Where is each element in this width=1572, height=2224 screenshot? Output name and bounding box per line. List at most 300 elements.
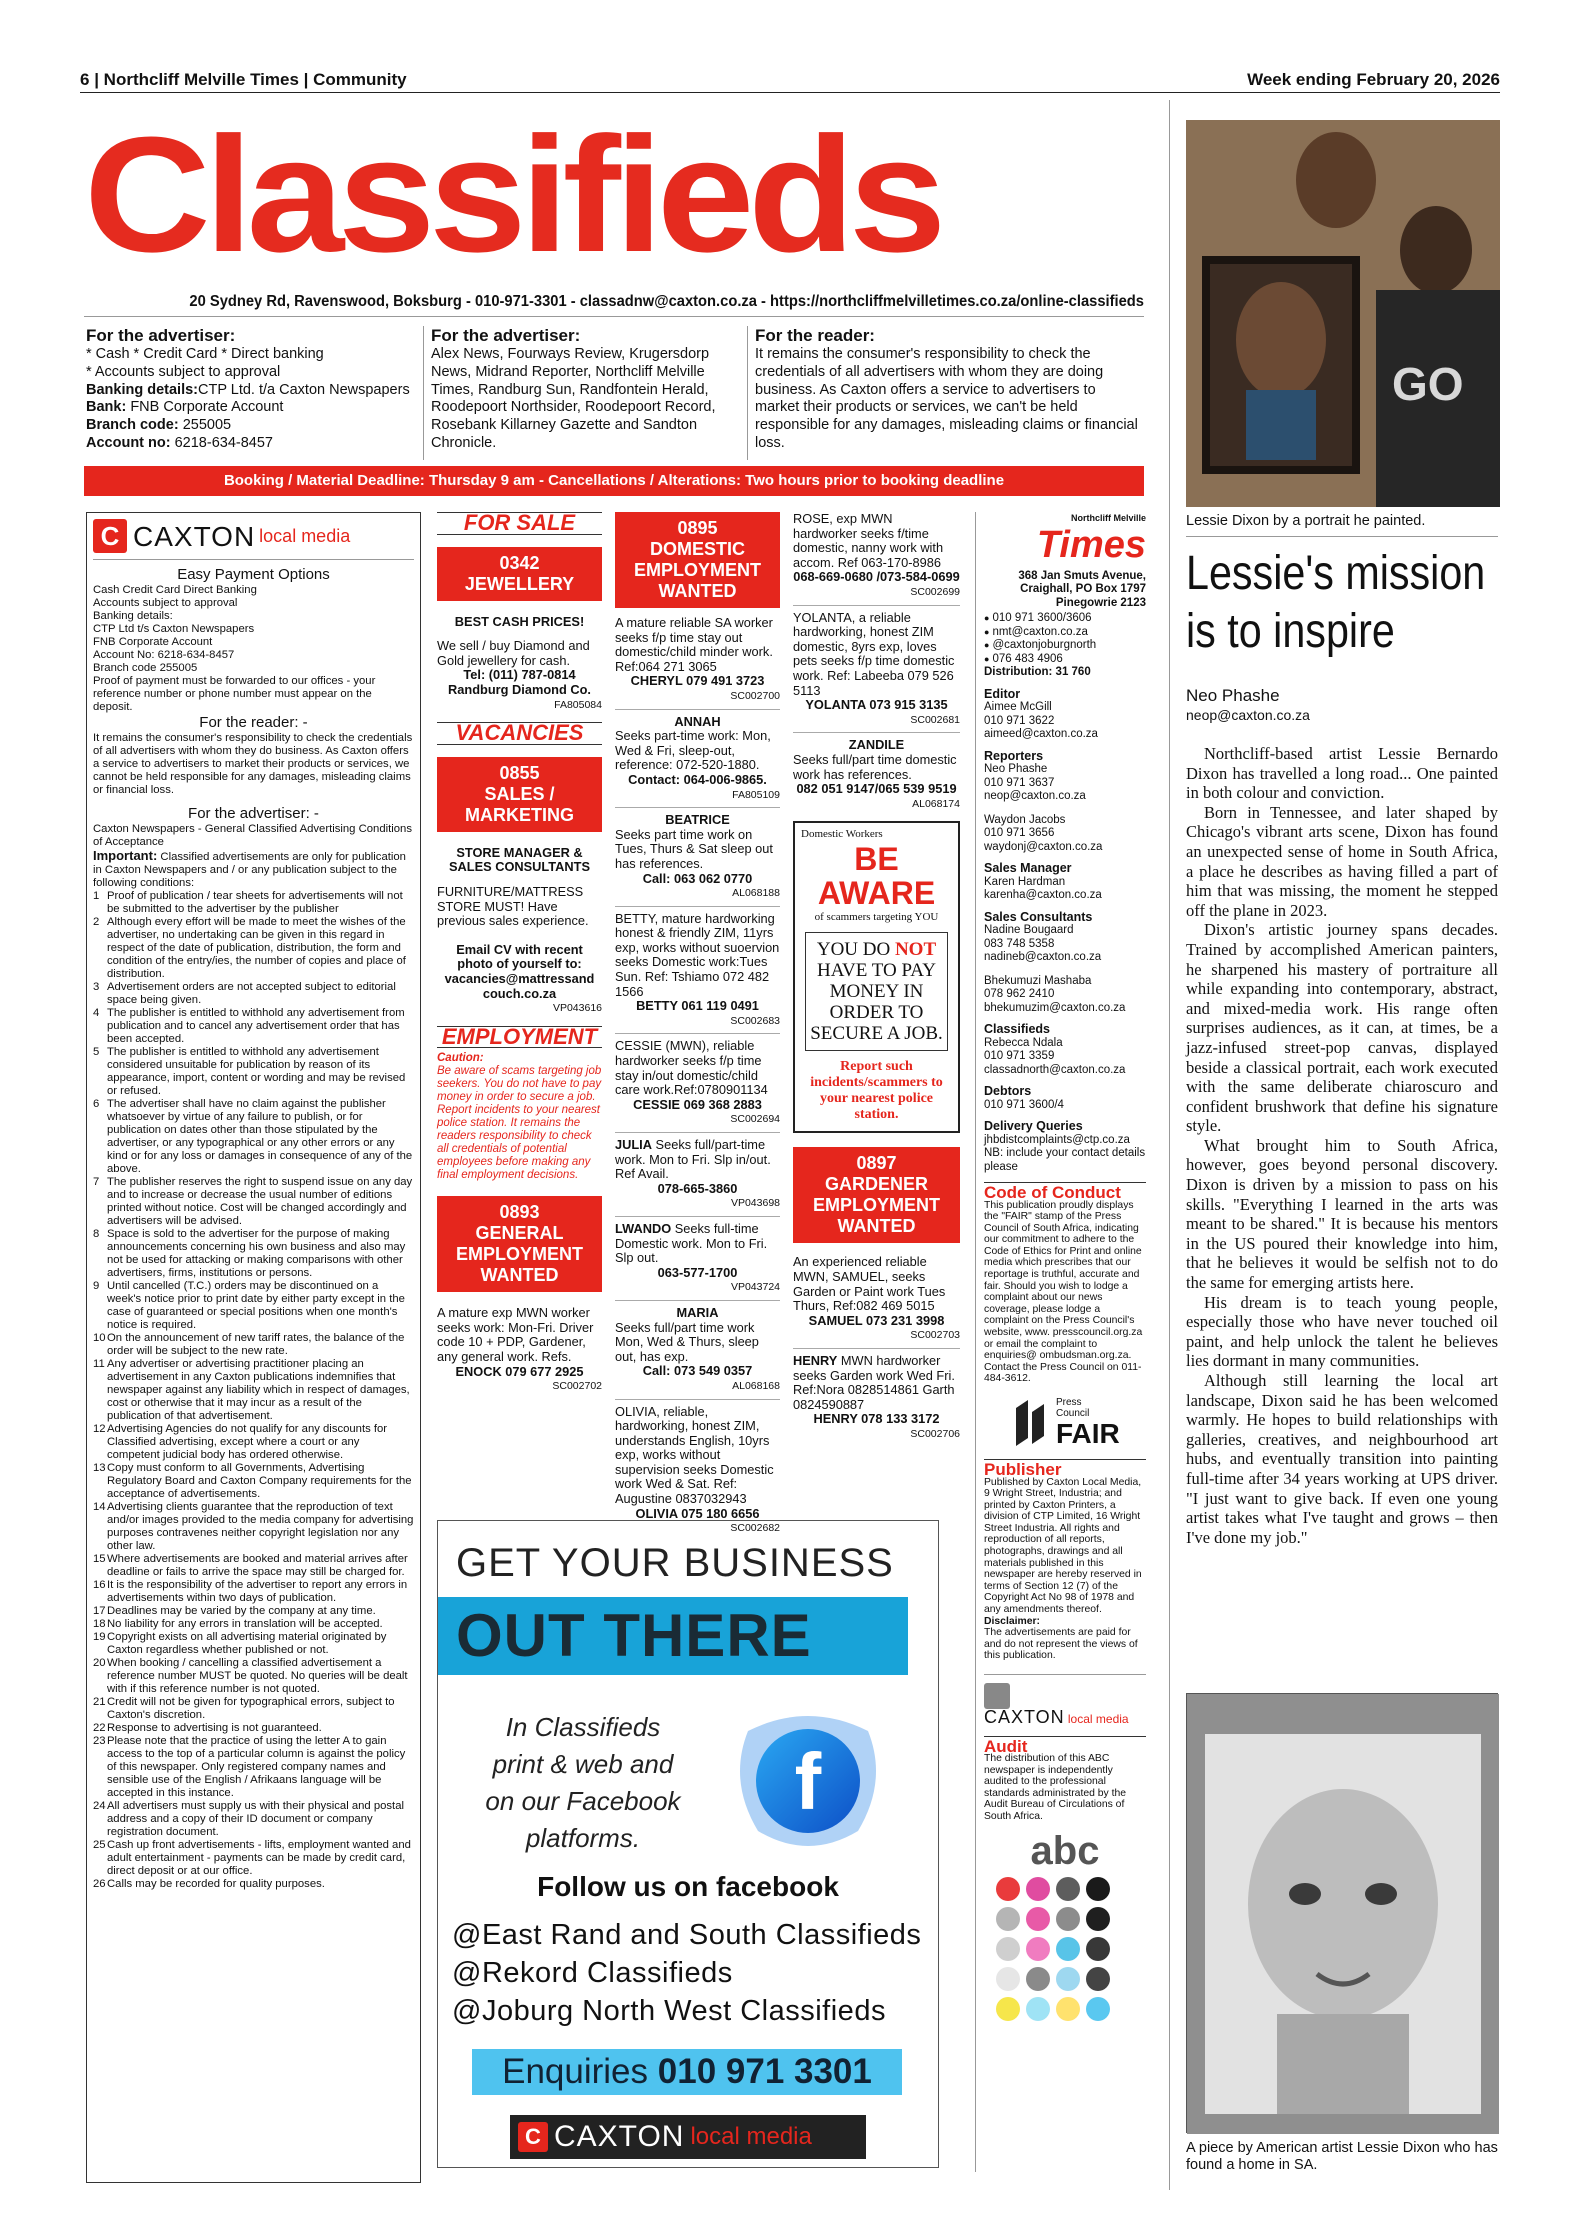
ad-text bbox=[615, 1405, 780, 1507]
article-paragraph: His dream is to teach young people, especially those who have never touched oil paint, and help unlock the talent he believes lies dormant in many communities. bbox=[1186, 1292, 1498, 1371]
caution-notice bbox=[437, 1052, 602, 1182]
ad-text bbox=[615, 1039, 780, 1097]
times-logo: Times bbox=[1036, 523, 1146, 566]
category-name: DOMESTIC EMPLOYMENT WANTED bbox=[633, 539, 761, 601]
contact-line bbox=[984, 639, 1146, 653]
terms-item-number: 21 bbox=[93, 1696, 106, 1708]
section-for-sale: FOR SALE bbox=[437, 512, 602, 535]
terms-item bbox=[93, 1696, 414, 1722]
ad-name: YOLANTA 073 915 3135 bbox=[805, 697, 948, 713]
biz-headline: GET YOUR BUSINESS bbox=[456, 1541, 894, 1585]
ad-name: 082 051 9147/065 539 9519 bbox=[796, 781, 957, 797]
terms-item-text: Advertising clients guarantee that the reproduction of text and/or images provided to the media company for advertising purposes contravenes neither copyright legislation nor any other law. bbox=[107, 1501, 414, 1552]
info-line: * Cash * Credit Card * Direct banking bbox=[86, 346, 324, 362]
ad-name: CESSIE 069 368 2883 bbox=[633, 1096, 762, 1112]
ad-name: BETTY 061 119 0491 bbox=[636, 998, 759, 1014]
staff-line: Karen Hardman bbox=[984, 875, 1066, 888]
ad-name: Randburg Diamond Co. bbox=[448, 681, 591, 697]
press-council-logo bbox=[1014, 1397, 1146, 1449]
terms-item bbox=[93, 1332, 414, 1358]
info-heading: For the reader: bbox=[755, 326, 875, 345]
masthead-address: 20 Sydney Rd, Ravenswood, Boksburg - 010-971-3301 - classadnw@caxton.co.za - https://northcliffmelvilletimes.co.za/online-classifieds bbox=[189, 293, 1144, 310]
biz-enquiries-label: Enquiries bbox=[502, 2052, 649, 2091]
ad-text: FURNITURE/MATTRESS STORE MUST! Have previous sales experience. bbox=[437, 883, 589, 929]
classified-ad bbox=[615, 1222, 780, 1301]
classified-ad bbox=[615, 1138, 780, 1217]
ads-column-2 bbox=[615, 512, 780, 1536]
paper-name: Northcliff Melville Times bbox=[103, 70, 299, 89]
colour-dot bbox=[1086, 1877, 1110, 1901]
ad-body: Seeks full/part time domestic work has references. bbox=[793, 751, 957, 782]
ad-body: MWN hardworker seeks Garden work Wed Fri. Ref:Nora 0828514861 Garth 0824590887 bbox=[793, 1353, 955, 1412]
terms-item-number: 17 bbox=[93, 1605, 106, 1617]
terms-item-text: No liability for any errors in translation will be accepted. bbox=[107, 1618, 383, 1630]
staff-line: Neo Phashe bbox=[984, 763, 1048, 775]
category-gardener bbox=[793, 1147, 960, 1243]
colour-dot bbox=[1026, 1997, 1050, 2021]
staff-role: Classifieds bbox=[984, 1022, 1051, 1036]
colour-dot bbox=[1086, 1937, 1110, 1961]
terms-item-text: The advertiser shall have no claim against the publisher whatsoever by virtue of any failure to publish, or for publication on dates other than those stipulated by the advertiser, or any typographical or any other errors or any kind or for any loss or damages in consequence of any of the above. bbox=[107, 1098, 413, 1175]
staff-role: Debtors bbox=[984, 1084, 1032, 1098]
terms-item-text: Space is sold to the advertiser for the purpose of making announcements concerning his own business and also may not be used for attacking or making comparisons with other advertisers, firms, institutions or persons. bbox=[107, 1228, 406, 1279]
ad-body: YOLANTA, a reliable hardworking, honest ZIM domestic, 8yrs exp, loves pets seeks f/p time domestic work. Ref: Labeeba 079 526 5113 bbox=[793, 609, 955, 698]
terms-item bbox=[93, 1176, 414, 1228]
terms-item bbox=[93, 1553, 414, 1579]
classified-ad bbox=[793, 611, 960, 734]
terms-item bbox=[93, 1618, 414, 1631]
facebook-letter: f bbox=[794, 1737, 822, 1826]
ad-text bbox=[615, 912, 780, 1000]
staff-line: NB: include your contact details please bbox=[984, 1147, 1146, 1173]
terms-item-number: 1 bbox=[93, 890, 100, 902]
terms-item bbox=[93, 1280, 414, 1332]
ad-text bbox=[793, 753, 960, 782]
ad-title: MARIA bbox=[676, 1304, 719, 1320]
staff-line: 083 748 5358 bbox=[984, 937, 1055, 950]
terms-item-text: Any advertiser or advertising practitioner placing an advertisement in any Caxton publications indemnifies that newspaper against any liability which in respect of damages, cost or otherwise that it may incur as a result of the publication of that advertisement. bbox=[107, 1358, 410, 1422]
ad-text: A mature exp MWN worker seeks work: Mon-Fri. Driver code 10 + PDP, Gardener, any general work. Refs. bbox=[437, 1305, 594, 1365]
photo-illustration bbox=[1186, 120, 1500, 507]
ad-body: Seeks full/part time work Mon, Wed & Thurs, sleep out, has exp. bbox=[615, 1319, 759, 1364]
category-code: 0342 bbox=[499, 552, 540, 573]
advertiser-info-payment bbox=[86, 326, 416, 453]
header-rule bbox=[80, 92, 1500, 93]
ad-separator bbox=[793, 732, 960, 733]
terms-item bbox=[93, 1228, 414, 1280]
easy-payment-line: CTP Ltd t/s Caxton Newspapers bbox=[93, 623, 255, 635]
terms-important-label: Important: bbox=[93, 848, 158, 863]
ad-text bbox=[615, 729, 780, 773]
audit-title: Audit bbox=[984, 1736, 1146, 1754]
info-text: It remains the consumer's responsibility to check the credentials of all advertisers with whom they are doing business. As Caxton offers a service to advertisers to market their products or services, we can't be held responsible for any damages, misleading claims or financial loss. bbox=[755, 346, 1138, 451]
terms-item-number: 3 bbox=[93, 981, 100, 993]
category-name: JEWELLERY bbox=[464, 573, 575, 594]
staff-line: neop@caxton.co.za bbox=[984, 790, 1086, 802]
easy-payment-line: Banking details: bbox=[93, 610, 173, 622]
biz-page[interactable]: @Rekord Classifieds bbox=[452, 1957, 733, 1989]
terms-item-text: Although every effort will be made to meet the wishes of the advertiser, no undertaking can be given in this regard in respect of the date of publication, distribution, the form and condition of the entry/ies, the number of copies and place of distribution. bbox=[107, 916, 406, 980]
info-heading: For the advertiser: bbox=[86, 326, 236, 345]
ad-ref: SC002702 bbox=[552, 1380, 602, 1393]
ad-name: OLIVIA 075 180 6656 bbox=[635, 1505, 760, 1521]
article-paragraph: What brought him to South Africa, however, goes beyond personal discovery. Dixon is driven by a mission to pass on his skills. "Everything I learned in the arts was meant to be shared." It is because his mentors in the US poured their knowledge into him, that he believes it would be selfish not to do the same for emerging artists here. bbox=[1186, 1135, 1498, 1293]
staff-role: Reporters bbox=[984, 748, 1044, 763]
ad-ref: SC002706 bbox=[910, 1428, 960, 1440]
ad-ref: AL068174 bbox=[912, 797, 960, 810]
info-divider bbox=[747, 326, 748, 460]
terms-item-text: Calls may be recorded for quality purposes. bbox=[107, 1878, 325, 1890]
press-fair: FAIR bbox=[1056, 1418, 1120, 1449]
ad-name: 068-669-0680 /073-584-0699 bbox=[793, 569, 960, 585]
ad-name: Call: 063 062 0770 bbox=[642, 870, 753, 886]
ad-ref: AL068188 bbox=[732, 887, 780, 900]
colour-dot bbox=[1026, 1877, 1050, 1901]
colour-dot bbox=[1056, 1997, 1080, 2021]
caxton-small-logo bbox=[984, 1674, 1146, 1728]
ad-text bbox=[793, 512, 960, 570]
category-general bbox=[437, 1196, 602, 1292]
phone-icon: ● bbox=[984, 613, 990, 623]
advertiser-info-papers bbox=[431, 326, 741, 453]
category-code: 0897 bbox=[856, 1153, 897, 1174]
ad-ref: SC002683 bbox=[730, 1014, 780, 1027]
staff-line: karenha@caxton.co.za bbox=[984, 889, 1102, 901]
column-divider bbox=[975, 512, 976, 2172]
audit-text: The distribution of this ABC newspaper is independently audited to the professional standards administrated by the Audit Bureau of Circulations of South Africa. bbox=[984, 1753, 1127, 1822]
staff-line: Nadine Bougaard bbox=[984, 924, 1074, 936]
get-your-business-ad bbox=[437, 1520, 939, 2168]
caxton-logo-icon: C bbox=[518, 2122, 548, 2152]
ad-body: CESSIE (MWN), reliable hardworker seeks f/p time stay in/out domestic/child care work.Ref:0780901134 bbox=[615, 1038, 768, 1098]
colour-dot bbox=[996, 1967, 1020, 1991]
easy-payment-line: Proof of payment must be forwarded to our offices - your reference number or phone number must appear on the deposit. bbox=[93, 675, 376, 713]
info-label: Bank: bbox=[86, 399, 127, 416]
terms-item bbox=[93, 1631, 414, 1657]
caxton-small-icon bbox=[984, 1683, 1010, 1709]
staff-line: 010 971 3622 bbox=[984, 714, 1055, 727]
ad-name: 063-577-1700 bbox=[657, 1264, 738, 1280]
aware-msg: YOU DO bbox=[816, 939, 895, 961]
staff-line: nadineb@caxton.co.za bbox=[984, 951, 1102, 963]
ad-name: 078-665-3860 bbox=[657, 1180, 738, 1196]
colour-dot bbox=[1056, 1967, 1080, 1991]
staff-line: jhbdistcomplaints@ctp.co.za bbox=[984, 1133, 1130, 1146]
classified-ad bbox=[615, 813, 780, 907]
staff-role: Delivery Queries bbox=[984, 1119, 1083, 1133]
domestic-ads-list bbox=[615, 616, 780, 1536]
ad-text bbox=[615, 616, 780, 674]
classified-ad bbox=[615, 1039, 780, 1133]
terms-item-number: 9 bbox=[93, 1280, 100, 1292]
staff-line bbox=[984, 804, 1146, 814]
ad-text bbox=[793, 611, 960, 699]
biz-caxton-logo bbox=[510, 2115, 866, 2159]
section-name: Community bbox=[313, 70, 407, 89]
ad-name: ENOCK 079 677 2925 bbox=[455, 1363, 584, 1379]
classified-ad bbox=[615, 715, 780, 809]
aware-title: BE AWARE bbox=[817, 840, 936, 911]
info-heading: For the advertiser: bbox=[431, 326, 581, 345]
terms-item-number: 10 bbox=[93, 1332, 106, 1344]
artwork-photo bbox=[1186, 1693, 1498, 2133]
terms-item bbox=[93, 1878, 414, 1891]
biz-page[interactable]: @Joburg North West Classifieds bbox=[452, 1995, 886, 2027]
colour-dot bbox=[1086, 1907, 1110, 1931]
article-paragraph: Dixon's artistic journey spans decades. Trained by accomplished American painters, he sharpened his mastery of portraiture all while expanding into contemporary, abstract, and mixed-media work. His range often surprises audiences, as it can, at times, be a jazz-infused street-pop canvas, displayed beside a classical portrait, each work executed with the same deliberate chiaroscuro and confident brushwork that define his signature style. bbox=[1186, 920, 1498, 1136]
ad-ref: VP043724 bbox=[730, 1281, 780, 1294]
terms-item bbox=[93, 1007, 414, 1046]
terms-item-text: Proof of publication / tear sheets for advertisements will not be submitted to the advertiser by the publisher bbox=[107, 890, 403, 915]
terms-item bbox=[93, 981, 414, 1007]
abc-logo: abc bbox=[1030, 1828, 1100, 1873]
classified-ad bbox=[615, 912, 780, 1035]
terms-item-text: The publisher is entitled to withhold any advertisement from publication and to cancel any advertisement order that has been accepted. bbox=[107, 1007, 405, 1045]
easy-payment-line: Account No: 6218-634-8457 bbox=[93, 649, 235, 661]
terms-item bbox=[93, 1423, 414, 1462]
photo1-caption: Lessie Dixon by a portrait he painted. bbox=[1186, 513, 1426, 529]
caxton-logo-name: CAXTON bbox=[554, 2120, 685, 2153]
terms-item-number: 7 bbox=[93, 1176, 100, 1188]
distribution: Distribution: 31 760 bbox=[984, 666, 1091, 678]
biz-script: In Classifieds print & web and on our Facebook platforms. bbox=[485, 1712, 681, 1853]
terms-item bbox=[93, 1722, 414, 1735]
ad-separator bbox=[615, 906, 780, 907]
reader-info bbox=[755, 326, 1140, 453]
staff-line: Bhekumuzi Mashaba bbox=[984, 974, 1092, 987]
staff-line: aimeed@caxton.co.za bbox=[984, 728, 1098, 740]
colour-dot bbox=[1086, 1997, 1110, 2021]
terms-item-text: When booking / cancelling a classified advertisement a reference number MUST be quoted. No queries will be dealt with if this reference number is not quoted. bbox=[107, 1657, 408, 1695]
ad-body: Seeks part time work on Tues, Thurs & Sat sleep out has references. bbox=[615, 826, 773, 871]
contact-line bbox=[984, 612, 1146, 626]
terms-item-number: 4 bbox=[93, 1007, 100, 1019]
ad-ref: FA805084 bbox=[554, 698, 602, 711]
staff-line: classadnorth@caxton.co.za bbox=[984, 1063, 1126, 1076]
colour-dot bbox=[1056, 1877, 1080, 1901]
svg-text:GO: GO bbox=[1392, 358, 1464, 410]
info-text: Alex News, Fourways Review, Krugersdorp News, Midrand Reporter, Northcliff Melville Times, Randburg Sun, Randfontein Herald, Roodepoort Northsider, Roodepoort Record, Rosebank Killarney Gazette and Sandton Chronicle. bbox=[431, 346, 716, 451]
staff-line bbox=[984, 965, 1146, 975]
ad-separator bbox=[615, 1033, 780, 1034]
terms-item-text: It is the responsibility of the advertiser to report any errors in advertisements within two days of publication. bbox=[107, 1579, 408, 1604]
issue-date: Week ending February 20, 2026 bbox=[1247, 70, 1500, 89]
aware-msg-not: NOT bbox=[894, 939, 937, 961]
ad-body: Seeks full-time Domestic work. Mon to Fri. Slp out. bbox=[615, 1220, 768, 1266]
category-sales bbox=[437, 757, 602, 832]
aware-message bbox=[805, 932, 948, 1051]
article-byline: Neo Phashe bbox=[1186, 686, 1280, 705]
terms-item bbox=[93, 1501, 414, 1553]
terms-item-text: Deadlines may be varied by the company at any time. bbox=[107, 1605, 376, 1617]
section-vacancies: VACANCIES bbox=[437, 722, 602, 745]
terms-item-number: 20 bbox=[93, 1657, 106, 1669]
info-value: 6218-634-8457 bbox=[174, 434, 273, 451]
terms-item bbox=[93, 890, 414, 916]
category-code: 0893 bbox=[499, 1202, 540, 1223]
terms-item bbox=[93, 1800, 414, 1839]
terms-item-text: On the announcement of new tariff rates, the balance of the order will be subject to the new rate. bbox=[107, 1332, 405, 1357]
terms-item-text: Where advertisements are booked and material arrives after deadline or fails to arrive the space may still be charged for. bbox=[107, 1553, 408, 1578]
staff-role: Sales Consultants bbox=[984, 909, 1093, 924]
ad-ref: SC002703 bbox=[910, 1329, 960, 1342]
ad-body: OLIVIA, reliable, hardworking, honest ZIM, understands English, 10yrs exp, works without supervision seeks Domestic work Wed & Sat. Ref: Augustine 0837032943 bbox=[615, 1403, 774, 1507]
be-aware-notice bbox=[793, 821, 960, 1133]
caution-label: Caution: bbox=[437, 1052, 484, 1065]
contact-text: @caxtonjoburgnorth bbox=[992, 639, 1097, 651]
press-council-label: Press Council bbox=[1056, 1397, 1090, 1419]
ad-body: Seeks full/part-time work. Mon to Fri. Slp in/out. Ref Avail. bbox=[615, 1137, 771, 1182]
publisher-text: Published by Caxton Local Media, 9 Wright Street, Industria; and printed by Caxton Printers, a division of CTP Limited, 16 Wright Street Industria. All rights and reproduction of all reports, photographs, drawings and all materials published in this newspaper are hereby reserved in terms of Section 12 (7) of the Copyright Act No 98 of 1978 and any amendments thereof. bbox=[984, 1476, 1142, 1616]
staff-block bbox=[984, 1085, 1146, 1112]
terms-item-number: 2 bbox=[93, 916, 100, 928]
info-line: * Accounts subject to approval bbox=[86, 363, 281, 380]
terms-item-text: Copy must conform to all Governments, Advertising Regulatory Board and Caxton Company requirements for the acceptance of advertisements. bbox=[107, 1462, 412, 1500]
staff-line: 010 971 3637 bbox=[984, 776, 1055, 789]
ad-body: A mature reliable SA worker seeks f/p time stay out domestic/child minder work. Ref:064 271 3065 bbox=[615, 615, 773, 674]
staff-line: Rebecca Ndala bbox=[984, 1036, 1063, 1049]
classified-ad bbox=[793, 738, 960, 811]
ad-separator bbox=[615, 1216, 780, 1217]
terms-item-number: 24 bbox=[93, 1800, 106, 1812]
biz-page[interactable]: @East Rand and South Classifieds bbox=[452, 1919, 922, 1951]
biz-enquiries bbox=[472, 2049, 902, 2095]
terms-item-number: 22 bbox=[93, 1722, 106, 1734]
biz-enquiries-number: 010 971 3301 bbox=[657, 2052, 872, 2091]
press-council-icon bbox=[1014, 1398, 1050, 1448]
terms-item-text: Until cancelled (T.C.) orders may be discontinued on a week's notice prior to print date by either party except in the case of guaranteed or special positions when one month's notice is required. bbox=[107, 1280, 405, 1331]
colour-dot bbox=[996, 1877, 1020, 1901]
article-email[interactable]: neop@caxton.co.za bbox=[1186, 707, 1310, 723]
terms-item-number: 8 bbox=[93, 1228, 100, 1240]
info-divider bbox=[423, 326, 424, 460]
category-jewellery bbox=[437, 547, 602, 601]
masthead-rule bbox=[84, 316, 1144, 317]
ad-text bbox=[615, 828, 780, 872]
ad-phone: Tel: (011) 787-0814 bbox=[463, 667, 576, 683]
easy-payment-line: Accounts subject to approval bbox=[93, 597, 238, 609]
easy-payment-lines bbox=[93, 584, 414, 714]
caxton-logo-name: CAXTON bbox=[133, 520, 256, 552]
deadline-banner: Booking / Material Deadline: Thursday 9 am - Cancellations / Alterations: Two hours prior to booking deadline bbox=[84, 466, 1144, 496]
terms-important-text: Classified advertisements are only for publication in Caxton Newspapers and / or any publication subject to the following conditions: bbox=[93, 851, 406, 889]
info-label: Account no: bbox=[86, 434, 171, 451]
terms-item-number: 12 bbox=[93, 1423, 106, 1435]
easy-payment-line: Branch code 255005 bbox=[93, 662, 198, 674]
aware-report: Report such incidents/scammers to your nearest police station. bbox=[810, 1059, 943, 1123]
staff-line: Aimee McGill bbox=[984, 701, 1052, 713]
ad-separator bbox=[615, 1399, 780, 1400]
terms-item-number: 19 bbox=[93, 1631, 106, 1643]
terms-item bbox=[93, 1579, 414, 1605]
staff-block bbox=[984, 1120, 1146, 1174]
caxton-terms-box bbox=[86, 512, 421, 2183]
staff-line: waydonj@caxton.co.za bbox=[984, 840, 1103, 853]
ad-lead: LWANDO bbox=[615, 1220, 672, 1236]
ad-ref: AL068168 bbox=[732, 1379, 780, 1392]
colour-dot bbox=[1056, 1907, 1080, 1931]
info-label: Banking details: bbox=[86, 381, 198, 398]
contact-text: 010 971 3600/3606 bbox=[992, 612, 1092, 624]
category-name: GENERAL EMPLOYMENT WANTED bbox=[455, 1223, 583, 1286]
ad-name: Call: 073 549 0357 bbox=[642, 1363, 753, 1379]
photo2-caption: A piece by American artist Lessie Dixon who has found a home in SA. bbox=[1186, 2140, 1498, 2173]
lessie-dixon-portrait-photo bbox=[1186, 120, 1500, 507]
terms-item-number: 14 bbox=[93, 1501, 106, 1513]
press-council-text bbox=[1056, 1397, 1120, 1449]
paper-address: 368 Jan Smuts Avenue, Craighall, PO Box 1797 Pinegowrie 2123 bbox=[1018, 569, 1146, 609]
ad-separator bbox=[793, 1348, 960, 1349]
staff-block bbox=[984, 1023, 1146, 1077]
terms-item-text: Cash up front advertisements - lifts, employment wanted and adult entertainment - payments can be made by credit card, direct deposit or at our office. bbox=[107, 1839, 411, 1877]
newspaper-info-column bbox=[984, 512, 1146, 2021]
ad-ref: SC002681 bbox=[910, 713, 960, 726]
category-name: SALES / MARKETING bbox=[465, 783, 574, 825]
terms-item-number: 26 bbox=[93, 1878, 106, 1890]
article-body bbox=[1186, 744, 1498, 1547]
terms-item bbox=[93, 1358, 414, 1423]
terms-item-text: Response to advertising is not guaranteed. bbox=[107, 1722, 322, 1734]
ad-title: BEATRICE bbox=[665, 812, 730, 828]
classifieds-masthead: Classifieds bbox=[84, 103, 940, 286]
terms-item-number: 6 bbox=[93, 1098, 100, 1110]
terms-conditions-intro: Caxton Newspapers - General Classified Advertising Conditions of Acceptance bbox=[93, 823, 412, 848]
photo-illustration bbox=[1187, 1694, 1499, 2134]
classified-ad bbox=[615, 1405, 780, 1536]
terms-item-text: The publisher is entitled to withhold any advertisement considered unsuitable for publication by reason of its appearance, import, content or wording and may be revised or refused. bbox=[107, 1046, 406, 1097]
terms-heading: Easy Payment Options bbox=[177, 566, 330, 583]
email-icon: ● bbox=[984, 626, 990, 637]
staff-role: Sales Manager bbox=[984, 861, 1072, 875]
ad-body: ROSE, exp MWN hardworker seeks f/time domestic, nanny work with accom. Ref 063-170-8986 bbox=[793, 511, 944, 570]
disclaimer bbox=[984, 1616, 1146, 1662]
code-of-conduct-title: Code of Conduct bbox=[984, 1182, 1146, 1200]
colour-dot bbox=[1026, 1967, 1050, 1991]
biz-headline-big: OUT THERE bbox=[456, 1602, 812, 1669]
category-code: 0895 bbox=[677, 518, 718, 538]
staff-block bbox=[984, 750, 1146, 855]
ad-name: SAMUEL 073 231 3998 bbox=[808, 1312, 945, 1328]
terms-item-text: Copyright exists on all advertising material originated by Caxton regardless whether published or not. bbox=[107, 1631, 387, 1656]
terms-item-number: 13 bbox=[93, 1462, 106, 1474]
contact-text: 076 483 4906 bbox=[992, 652, 1063, 665]
section-employment: EMPLOYMENT bbox=[437, 1026, 602, 1049]
caxton-small-name: CAXTON bbox=[984, 1707, 1065, 1727]
colour-dot bbox=[996, 1937, 1020, 1961]
info-value: FNB Corporate Account bbox=[130, 399, 284, 416]
classified-ad bbox=[615, 616, 780, 710]
info-label: Branch code: bbox=[86, 417, 179, 434]
terms-item-text: Advertising Agencies do not qualify for any discounts for Classified advertising, except where a court or any competent judicial body has ordered otherwise. bbox=[107, 1423, 388, 1461]
ads-column-1 bbox=[437, 512, 602, 1394]
easy-payment-line: Cash Credit Card Direct Banking bbox=[93, 584, 257, 596]
article-divider bbox=[1169, 100, 1170, 2190]
caxton-logo-local: local media bbox=[690, 2123, 812, 2150]
article-paragraph: Born in Tennessee, and later shaped by Chicago's vibrant arts scene, Dixon has found an unexpected sense of home in South Africa, a place he describes as having filled a part of him that was missing, the moment he stepped off the plane in 2023. bbox=[1186, 802, 1498, 920]
code-of-conduct-text: This publication proudly displays the "FAIR" stamp of the Press Council of South Africa, indicating our commitment to adhere to the Code of Ethics for Print and online media which prescribes that our reportage is truthful, accurate and fair. Should you wish to lodge a complaint about our news coverage, please lodge a complaint on the Press Council's website, www. presscouncil.org.za or email the complaint to enquiries@ ombudsman.org.za. Contact the Press Council on 011-484-3612. bbox=[984, 1199, 1143, 1385]
ad-text: An experienced reliable MWN, SAMUEL, seeks Garden or Paint work Tues Thurs, Ref:082 469 5015 bbox=[793, 1254, 946, 1314]
contact-list bbox=[984, 612, 1146, 666]
staff-block bbox=[984, 862, 1146, 903]
caption-rule bbox=[1186, 536, 1498, 537]
colour-dot bbox=[1026, 1907, 1050, 1931]
ad-ref: VP043698 bbox=[730, 1197, 780, 1210]
terms-item bbox=[93, 1098, 414, 1176]
publisher-title: Publisher bbox=[984, 1459, 1146, 1477]
page-header-left: 6 | Northcliff Melville Times | Community bbox=[80, 70, 407, 89]
terms-item-number: 16 bbox=[93, 1579, 106, 1591]
classified-ad bbox=[615, 1306, 780, 1400]
